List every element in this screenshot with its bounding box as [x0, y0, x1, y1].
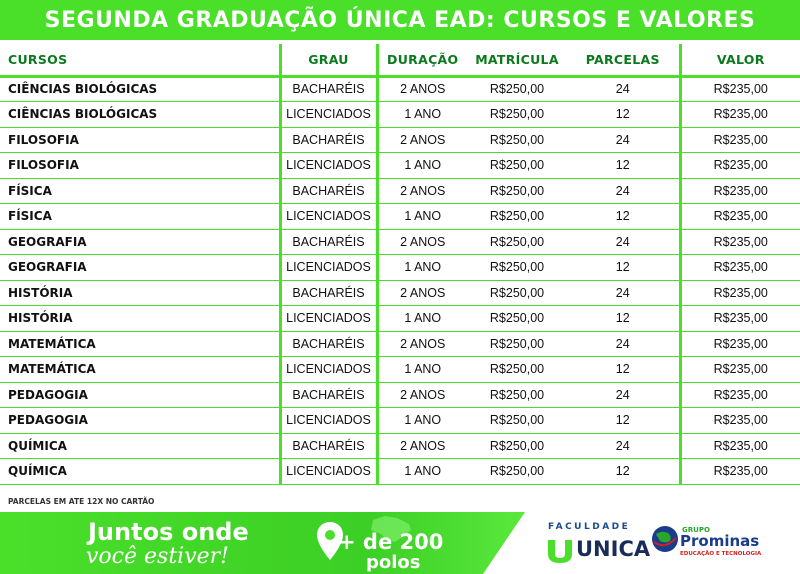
cell-course: FÍSICA	[0, 204, 280, 230]
cell-installments: 12	[567, 306, 680, 332]
cell-degree: BACHARÉIS	[280, 127, 377, 153]
cell-value: R$235,00	[680, 229, 800, 255]
table-row	[0, 382, 800, 408]
table-row	[0, 204, 800, 230]
table-row	[0, 102, 800, 128]
courses-table-container	[0, 44, 800, 490]
cell-enrollment: R$250,00	[467, 331, 567, 357]
cell-course: CIÊNCIAS BIOLÓGICAS	[0, 76, 280, 102]
cell-course: QUÍMICA	[0, 459, 280, 485]
table-row	[0, 280, 800, 306]
cell-installments: 12	[567, 204, 680, 230]
cell-value: R$235,00	[680, 127, 800, 153]
cell-installments: 24	[567, 331, 680, 357]
table-row	[0, 76, 800, 102]
cell-value: R$235,00	[680, 382, 800, 408]
cell-enrollment: R$250,00	[467, 204, 567, 230]
cell-enrollment: R$250,00	[467, 127, 567, 153]
cell-value: R$235,00	[680, 306, 800, 332]
table-row	[0, 408, 800, 434]
prominas-logo-text: Prominas	[680, 532, 760, 550]
cell-course: MATEMÁTICA	[0, 331, 280, 357]
cell-value: R$235,00	[680, 204, 800, 230]
cell-installments: 12	[567, 459, 680, 485]
prominas-globe-icon	[650, 524, 680, 554]
table-row	[0, 127, 800, 153]
cell-degree: BACHARÉIS	[280, 280, 377, 306]
table-row	[0, 357, 800, 383]
cell-duration: 1 ANO	[377, 204, 467, 230]
cell-course: CIÊNCIAS BIOLÓGICAS	[0, 102, 280, 128]
installment-note: PARCELAS EM ATE 12X NO CARTÃO	[8, 497, 155, 506]
cell-course: FÍSICA	[0, 178, 280, 204]
cell-degree: BACHARÉIS	[280, 178, 377, 204]
cell-duration: 1 ANO	[377, 408, 467, 434]
cell-course: GEOGRAFIA	[0, 255, 280, 281]
cell-duration: 2 ANOS	[377, 76, 467, 102]
column-header-valor: VALOR	[680, 44, 800, 76]
footer-green-banner	[0, 512, 525, 574]
footer	[0, 512, 800, 574]
cell-enrollment: R$250,00	[467, 382, 567, 408]
cell-course: HISTÓRIA	[0, 280, 280, 306]
cell-duration: 2 ANOS	[377, 229, 467, 255]
cell-course: PEDAGOGIA	[0, 382, 280, 408]
title-banner	[0, 0, 800, 40]
cell-degree: BACHARÉIS	[280, 382, 377, 408]
table-row	[0, 331, 800, 357]
column-header-cursos: CURSOS	[0, 44, 280, 76]
polos-count: + de 200	[338, 530, 444, 554]
table-row	[0, 153, 800, 179]
cell-degree: BACHARÉIS	[280, 229, 377, 255]
cell-degree: BACHARÉIS	[280, 76, 377, 102]
table-row	[0, 178, 800, 204]
table-body	[0, 76, 800, 484]
cell-value: R$235,00	[680, 280, 800, 306]
cell-value: R$235,00	[680, 408, 800, 434]
table-row	[0, 433, 800, 459]
cell-duration: 1 ANO	[377, 255, 467, 281]
cell-installments: 24	[567, 280, 680, 306]
table-row	[0, 459, 800, 485]
cell-value: R$235,00	[680, 459, 800, 485]
cell-duration: 1 ANO	[377, 102, 467, 128]
cell-course: HISTÓRIA	[0, 306, 280, 332]
cell-degree: LICENCIADOS	[280, 306, 377, 332]
courses-table	[0, 44, 800, 485]
cell-degree: LICENCIADOS	[280, 408, 377, 434]
cell-duration: 2 ANOS	[377, 382, 467, 408]
cell-value: R$235,00	[680, 255, 800, 281]
cell-installments: 24	[567, 178, 680, 204]
cell-degree: LICENCIADOS	[280, 255, 377, 281]
cell-duration: 2 ANOS	[377, 178, 467, 204]
cell-degree: LICENCIADOS	[280, 204, 377, 230]
cell-installments: 12	[567, 255, 680, 281]
cell-installments: 24	[567, 127, 680, 153]
cell-course: GEOGRAFIA	[0, 229, 280, 255]
cell-duration: 1 ANO	[377, 153, 467, 179]
cell-degree: BACHARÉIS	[280, 331, 377, 357]
cell-value: R$235,00	[680, 433, 800, 459]
column-header-matricula: MATRÍCULA	[467, 44, 567, 76]
cell-installments: 12	[567, 153, 680, 179]
cell-enrollment: R$250,00	[467, 306, 567, 332]
table-row	[0, 306, 800, 332]
column-header-grau: GRAU	[280, 44, 377, 76]
slogan-line1: Juntos onde	[88, 518, 249, 546]
polos-label: polos	[366, 552, 421, 573]
cell-course: MATEMÁTICA	[0, 357, 280, 383]
cell-course: FILOSOFIA	[0, 153, 280, 179]
cell-degree: LICENCIADOS	[280, 102, 377, 128]
cell-degree: LICENCIADOS	[280, 153, 377, 179]
cell-duration: 2 ANOS	[377, 127, 467, 153]
table-row	[0, 229, 800, 255]
cell-enrollment: R$250,00	[467, 255, 567, 281]
cell-degree: BACHARÉIS	[280, 433, 377, 459]
cell-enrollment: R$250,00	[467, 280, 567, 306]
cell-enrollment: R$250,00	[467, 357, 567, 383]
cell-degree: LICENCIADOS	[280, 459, 377, 485]
cell-duration: 1 ANO	[377, 459, 467, 485]
cell-enrollment: R$250,00	[467, 459, 567, 485]
cell-duration: 2 ANOS	[377, 331, 467, 357]
cell-course: QUÍMICA	[0, 433, 280, 459]
cell-value: R$235,00	[680, 153, 800, 179]
prominas-tagline: EDUCAÇÃO E TECNOLOGIA	[680, 551, 762, 557]
table-row	[0, 255, 800, 281]
cell-enrollment: R$250,00	[467, 433, 567, 459]
column-header-duracao: DURAÇÃO	[377, 44, 467, 76]
page-title: SEGUNDA GRADUAÇÃO ÚNICA EAD: CURSOS E VALORES	[44, 7, 756, 33]
cell-duration: 2 ANOS	[377, 280, 467, 306]
cell-enrollment: R$250,00	[467, 76, 567, 102]
cell-duration: 2 ANOS	[377, 433, 467, 459]
cell-installments: 24	[567, 229, 680, 255]
cell-enrollment: R$250,00	[467, 408, 567, 434]
cell-value: R$235,00	[680, 178, 800, 204]
table-header-row	[0, 44, 800, 76]
cell-duration: 1 ANO	[377, 357, 467, 383]
cell-degree: LICENCIADOS	[280, 357, 377, 383]
cell-course: PEDAGOGIA	[0, 408, 280, 434]
cell-installments: 12	[567, 408, 680, 434]
cell-installments: 24	[567, 433, 680, 459]
cell-course: FILOSOFIA	[0, 127, 280, 153]
cell-enrollment: R$250,00	[467, 178, 567, 204]
grupo-label: GRUPO	[682, 526, 710, 534]
faculdade-label: FACULDADE	[548, 522, 631, 532]
unica-logo-text: UNICA	[576, 537, 651, 561]
cell-installments: 24	[567, 382, 680, 408]
cell-value: R$235,00	[680, 331, 800, 357]
unica-logo-icon	[546, 538, 574, 564]
cell-enrollment: R$250,00	[467, 102, 567, 128]
column-header-parcelas: PARCELAS	[567, 44, 680, 76]
cell-value: R$235,00	[680, 76, 800, 102]
cell-installments: 24	[567, 76, 680, 102]
cell-installments: 12	[567, 357, 680, 383]
cell-enrollment: R$250,00	[467, 229, 567, 255]
cell-value: R$235,00	[680, 357, 800, 383]
slogan-line2: você estiver!	[86, 544, 229, 569]
cell-value: R$235,00	[680, 102, 800, 128]
cell-duration: 1 ANO	[377, 306, 467, 332]
cell-installments: 12	[567, 102, 680, 128]
cell-enrollment: R$250,00	[467, 153, 567, 179]
